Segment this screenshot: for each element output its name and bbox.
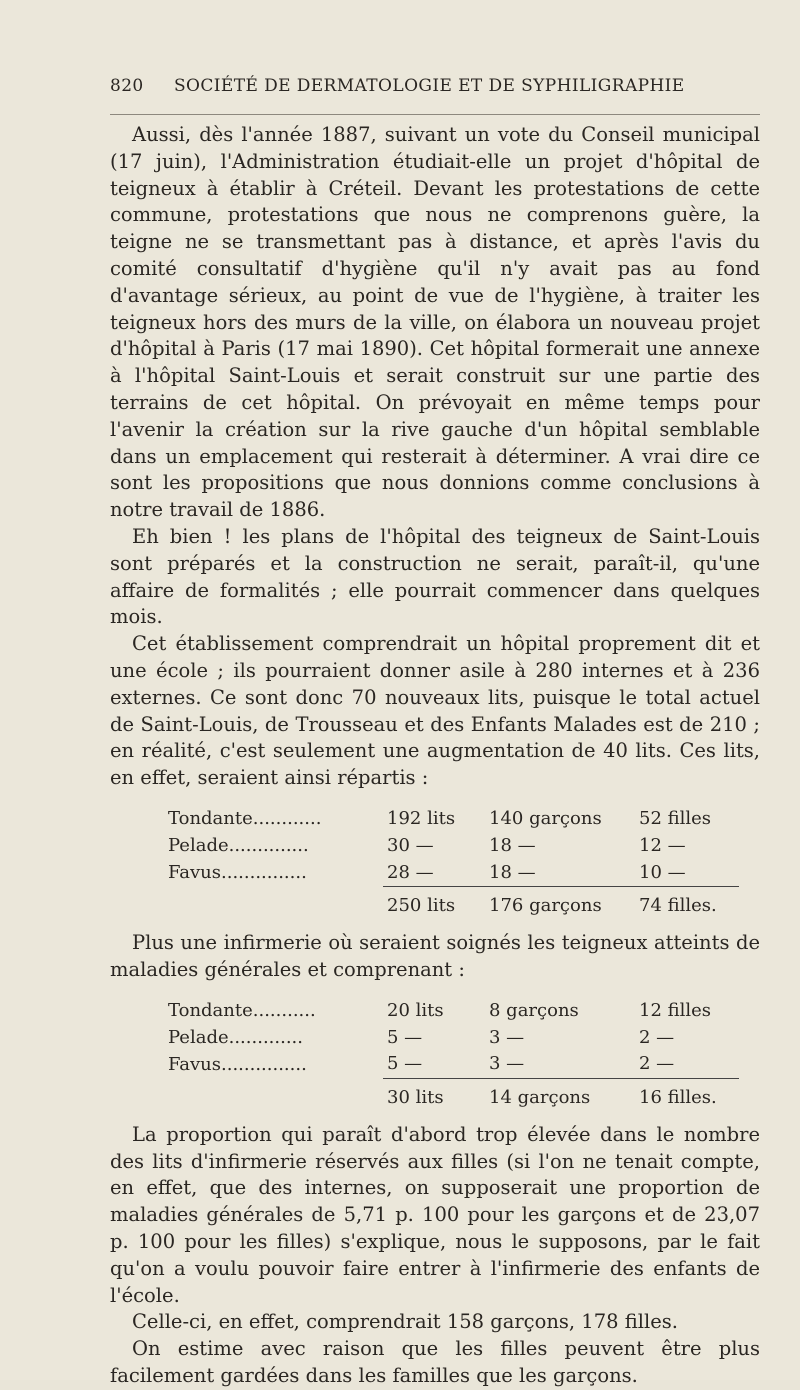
table-row bbox=[168, 833, 739, 860]
paragraph: Cet établissement comprendrait un hôpital proprement dit et une école ; ils pourraient donner asile à 280 internes et à 236 externes. Ce sont donc 70 nouveaux lits, puisque le total actuel de Saint-Louis, de Trousseau et des Enfants Malades est de 210 ; en réalité, c'est seulement une augmentation de 40 lits. Ces lits, en effet, seraient ainsi répartis : bbox=[110, 632, 760, 790]
table-row bbox=[168, 806, 739, 833]
page-number: 820 bbox=[110, 76, 144, 96]
total-boys: 14 garçons bbox=[477, 1079, 619, 1112]
boys-cell: 140 garçons bbox=[489, 807, 602, 829]
paragraph: Eh bien ! les plans de l'hôpital des teigneux de Saint-Louis sont préparés et la construction ne serait, paraît-il, qu'une affaire de formalités ; elle pourrait commencer dans quelques mois. bbox=[110, 524, 760, 629]
table-row bbox=[168, 1051, 739, 1078]
total-beds: 30 lits bbox=[383, 1079, 477, 1112]
boys-cell: 3 — bbox=[489, 1053, 525, 1075]
paragraph: La proportion qui paraît d'abord trop élevée dans le nombre des lits d'infirmerie réservés aux filles (si l'on ne tenait compte, en effet, que des internes, on supposerait une proportion de maladies générales de 5,71 p. 100 pour les garçons et de 23,07 p. 100 pour les filles) s'explique, nous le supposons, par le fait qu'on a voulu pouvoir faire entrer à l'infirmerie des enfants de l'école. bbox=[110, 1122, 760, 1307]
row-label: Pelade............. bbox=[168, 1026, 303, 1048]
beds-distribution-table bbox=[168, 806, 739, 920]
row-label: Tondante............ bbox=[168, 807, 322, 829]
running-title: SOCIÉTÉ DE DERMATOLOGIE ET DE SYPHILIGRAPHIE bbox=[174, 76, 685, 96]
table-total-row bbox=[168, 887, 739, 920]
beds-cell: 5 — bbox=[387, 1053, 423, 1075]
row-label: Favus............... bbox=[168, 861, 307, 883]
girls-cell: 12 filles bbox=[639, 999, 712, 1021]
row-label: Pelade.............. bbox=[168, 834, 309, 856]
total-beds: 250 lits bbox=[383, 887, 477, 920]
girls-cell: 2 — bbox=[639, 1053, 675, 1075]
beds-cell: 30 — bbox=[387, 834, 434, 856]
boys-cell: 3 — bbox=[489, 1026, 525, 1048]
beds-cell: 28 — bbox=[387, 861, 434, 883]
boys-cell: 18 — bbox=[489, 834, 536, 856]
paragraph: On estime avec raison que les filles peuvent être plus facilement gardées dans les familles que les garçons. bbox=[110, 1337, 760, 1388]
table-total-row bbox=[168, 1079, 739, 1112]
total-girls: 74 filles. bbox=[619, 887, 739, 920]
table-row bbox=[168, 1025, 739, 1052]
beds-cell: 192 lits bbox=[387, 807, 456, 829]
boys-cell: 18 — bbox=[489, 861, 536, 883]
boys-cell: 8 garçons bbox=[489, 999, 579, 1021]
girls-cell: 12 — bbox=[639, 834, 686, 856]
paragraph: Celle-ci, en effet, comprendrait 158 garçons, 178 filles. bbox=[132, 1310, 678, 1334]
girls-cell: 10 — bbox=[639, 861, 686, 883]
row-label: Tondante........... bbox=[168, 999, 316, 1021]
beds-cell: 5 — bbox=[387, 1026, 423, 1048]
total-girls: 16 filles. bbox=[619, 1079, 739, 1112]
table-row bbox=[168, 860, 739, 887]
row-label: Favus............... bbox=[168, 1053, 307, 1075]
header-rule bbox=[110, 114, 760, 115]
paragraph: Aussi, dès l'année 1887, suivant un vote du Conseil municipal (17 juin), l'Administration étudiait-elle un projet d'hôpital de teigneux à établir à Créteil. Devant les protestations de cette commune, protestations que nous ne comprenons guère, la teigne ne se transmettant pas à distance, et après l'avis du comité consultatif d'hygiène qu'il n'y avait pas au fond d'avantage sérieux, au point de vue de l'hygiène, à traiter les teigneux hors des murs de la ville, on élabora un nouveau projet d'hôpital à Paris (17 mai 1890). Cet hôpital formerait une annexe à l'hôpital Saint-Louis et serait construit sur une partie des terrains de cet hôpital. On prévoyait en même temps pour l'avenir la création sur la rive gauche d'un hôpital semblable dans un emplacement qui resterait à déterminer. A vrai dire ce sont les propositions que nous donnions comme conclusions à notre travail de 1886. bbox=[110, 123, 760, 522]
running-header bbox=[110, 76, 760, 96]
total-boys: 176 garçons bbox=[477, 887, 619, 920]
girls-cell: 52 filles bbox=[639, 807, 712, 829]
table-row bbox=[168, 998, 739, 1025]
girls-cell: 2 — bbox=[639, 1026, 675, 1048]
beds-cell: 20 lits bbox=[387, 999, 444, 1021]
body-text bbox=[110, 122, 760, 1390]
infirmary-distribution-table bbox=[168, 998, 739, 1112]
paragraph: Plus une infirmerie où seraient soignés les teigneux atteints de maladies générales et comprenant : bbox=[110, 931, 760, 981]
